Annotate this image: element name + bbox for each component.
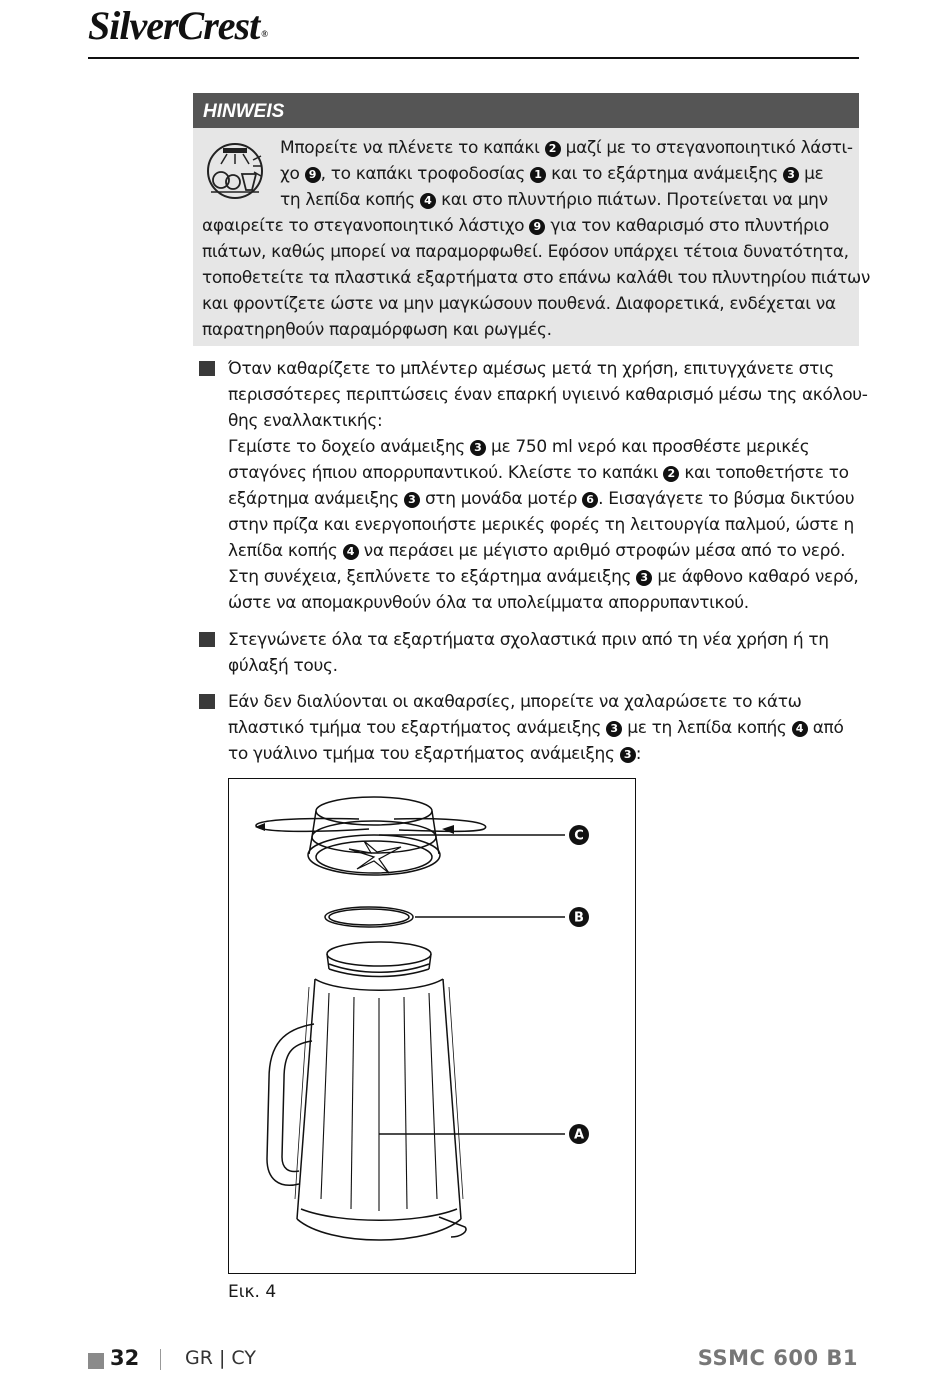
note-text (202, 135, 871, 343)
bullet-line: Όταν καθαρίζετε το μπλέντερ αμέσως μετά τη χρήση, επιτυγχάνετε στις (228, 359, 834, 379)
bullet-item (228, 627, 868, 679)
figure-label-a: A (573, 1127, 585, 1143)
figure-label-b: B (574, 910, 584, 926)
figure-label-c: C (574, 828, 584, 844)
bullet-line: περισσότερες περιπτώσεις έναν επαρκή υγιεινό καθαρισμό μέσω της ακόλου- (228, 385, 868, 405)
bullet-line: εξάρτημα ανάμειξης 3 στη μονάδα μοτέρ 6 . Εισαγάγετε το βύσμα δικτύου (228, 489, 855, 509)
reference-number-badge: 9 (529, 219, 545, 235)
bullet-line: φύλαξή τους. (228, 656, 338, 676)
figure-blender-disassembly (228, 778, 636, 1274)
note-line: τη λεπίδα κοπής 4 και στο πλυντήριο πιάτων. Προτείνεται να μην (280, 190, 828, 210)
page-number: 32 (110, 1346, 140, 1370)
bullet-line: Γεμίστε το δοχείο ανάμειξης 3 με 750 ml νερό και προσθέστε μερικές (228, 437, 810, 457)
reference-number-badge: 3 (783, 167, 799, 183)
reference-number-badge: 3 (620, 747, 636, 763)
note-line: παρατηρηθούν παραμόρφωση και ρωγμές. (202, 320, 552, 340)
figure-caption: Εικ. 4 (228, 1282, 277, 1302)
header-rule (88, 57, 859, 59)
note-heading: HINWEIS (193, 93, 859, 128)
footer-square (88, 1353, 104, 1369)
bullet-square (199, 361, 215, 376)
brand-logo (88, 3, 267, 48)
bullet-square (199, 632, 215, 647)
model-number: SSMC 600 B1 (697, 1346, 858, 1370)
reference-number-badge: 6 (582, 492, 598, 508)
bullet-line: Στη συνέχεια, ξεπλύνετε το εξάρτημα ανάμειξης 3 με άφθονο καθαρό νερό, (228, 567, 859, 587)
reference-number-badge: 4 (420, 193, 436, 209)
bullet-line: Στεγνώνετε όλα τα εξαρτήματα σχολαστικά πριν από τη νέα χρήση ή τη (228, 630, 829, 650)
bullet-line: λεπίδα κοπής 4 να περάσει με μέγιστο αριθμό στροφών μέσα από το νερό. (228, 541, 846, 561)
note-line: χο 9 , το καπάκι τροφοδοσίας 1 και το εξάρτημα ανάμειξης 3 με (280, 164, 824, 184)
bullet-line: θης εναλλακτικής: (228, 411, 383, 431)
footer-languages: GR | CY (185, 1347, 256, 1369)
note-line: πιάτων, καθώς μπορεί να παραμορφωθεί. Εφόσον υπάρχει τέτοια δυνατότητα, (202, 242, 849, 262)
reference-number-badge: 9 (305, 167, 321, 183)
blender-illustration (229, 779, 634, 1272)
bullet-line: σταγόνες ήπιου απορρυπαντικού. Κλείστε το καπάκι 2 και τοποθετήστε το (228, 463, 849, 483)
bullet-square (199, 694, 215, 709)
note-line: τοποθετείτε τα πλαστικά εξαρτήματα στο επάνω καλάθι του πλυντηρίου πιάτων (202, 268, 871, 288)
bullet-line: το γυάλινο τμήμα του εξαρτήματος ανάμειξης 3 : (228, 744, 642, 764)
footer-separator (160, 1349, 161, 1370)
reference-number-badge: 4 (792, 721, 808, 737)
bullet-line: ώστε να απομακρυνθούν όλα τα υπολείμματα απορρυπαντικού. (228, 593, 749, 613)
reference-number-badge: 2 (545, 141, 561, 157)
bullet-line: πλαστικό τμήμα του εξαρτήματος ανάμειξης 3 με τη λεπίδα κοπής 4 από (228, 718, 844, 738)
reference-number-badge: 3 (636, 570, 652, 586)
bullet-line: στην πρίζα και ενεργοποιήστε μερικές φορές τη λειτουργία παλμού, ώστε η (228, 515, 854, 535)
reference-number-badge: 3 (606, 721, 622, 737)
trademark-symbol: ® (261, 29, 267, 39)
reference-number-badge: 3 (470, 440, 486, 456)
note-line: Μπορείτε να πλένετε το καπάκι 2 μαζί με το στεγανοποιητικό λάστι- (280, 138, 853, 158)
reference-number-badge: 3 (404, 492, 420, 508)
reference-number-badge: 2 (663, 466, 679, 482)
note-line: και φροντίζετε ώστε να μην μαγκώσουν πουθενά. Διαφορετικά, ενδέχεται να (202, 294, 836, 314)
brand-name: SilverCrest (88, 3, 260, 48)
figure-label-markers (569, 825, 589, 1144)
reference-number-badge: 4 (343, 544, 359, 560)
bullet-item (228, 356, 868, 616)
bullet-item (228, 689, 868, 767)
reference-number-badge: 1 (530, 167, 546, 183)
note-line: αφαιρείτε το στεγανοποιητικό λάστιχο 9 για τον καθαρισμό στο πλυντήριο (202, 216, 829, 236)
note-box (193, 93, 871, 346)
bullet-line: Εάν δεν διαλύονται οι ακαθαρσίες, μπορείτε να χαλαρώσετε το κάτω (228, 692, 802, 712)
